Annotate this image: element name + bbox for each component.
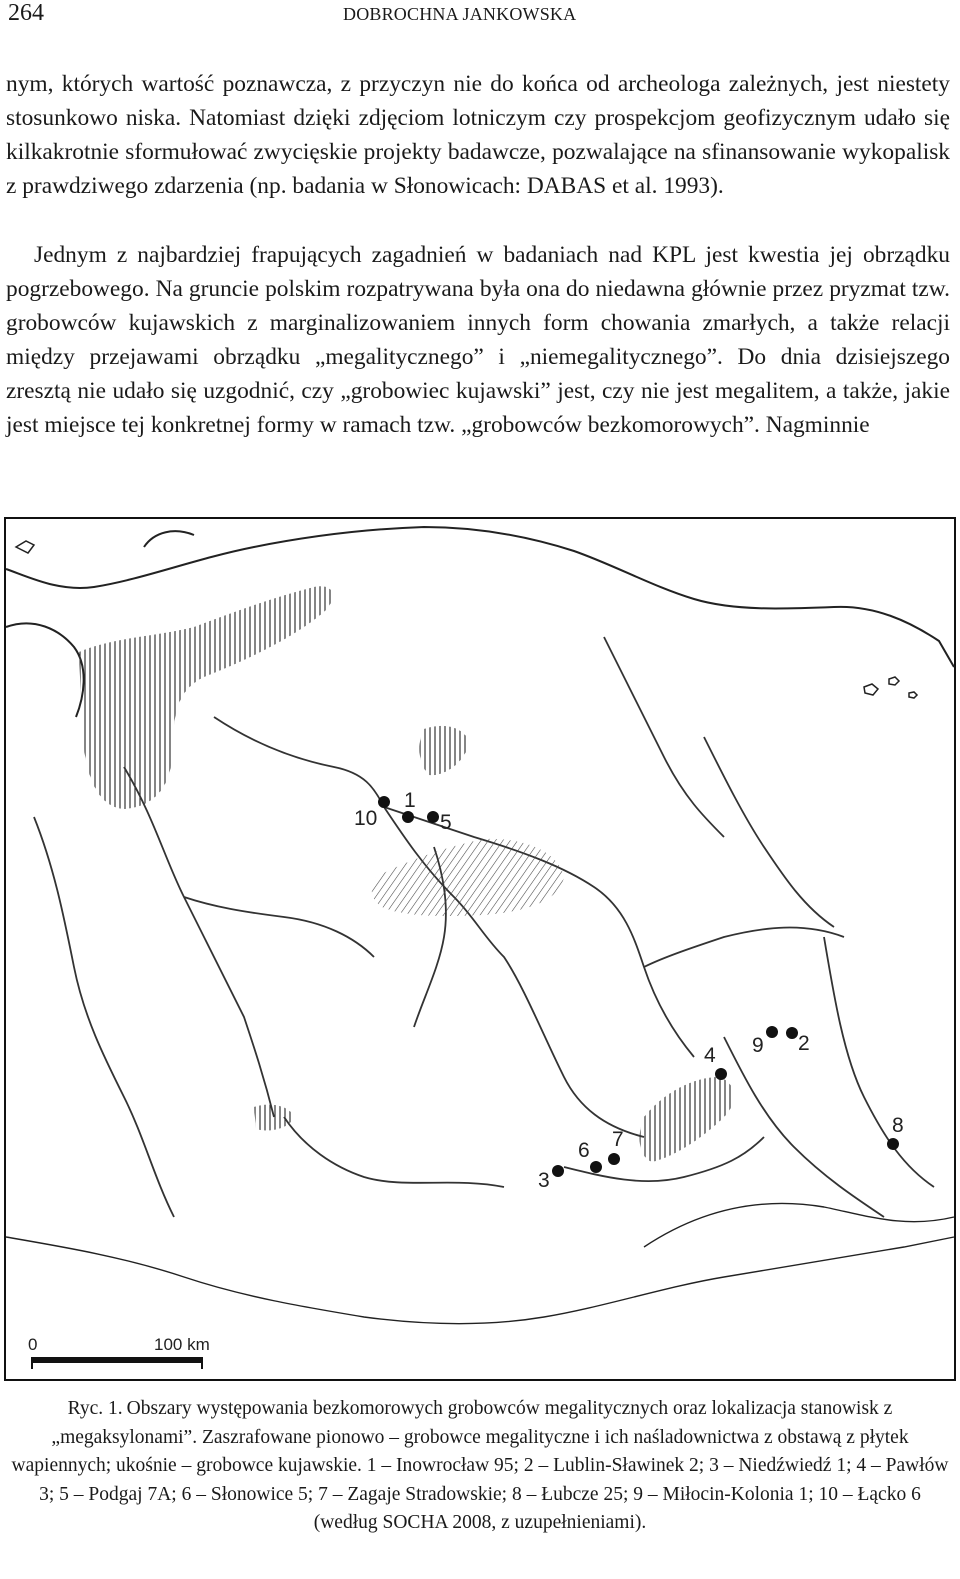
site-label-4: 4 — [704, 1044, 716, 1067]
site-label-7: 7 — [612, 1128, 624, 1151]
caption-text: Obszary występowania bezkomorowych grobowców megalitycznych oraz lokalizacja stanowisk z „megaksylonami”. Zaszrafowane pionowo – grobowce megalityczne i ich naśladownictwa z obstawą z płytek wapiennych; ukośnie – grobowce kujawskie. 1 – Inowrocław 95; 2 – Lublin-Sławinek 2; 3 – Niedźwiedź 1; 4 – Pawłów 3; 5 – Podgaj 7A; 6 – Słonowice 5; 7 – Zagaje Stradowskie; 8 – Łubcze 25; 9 – Miłocin-Kolonia 1; 10 – Łącko 6 (według SOCHA 2008, z uzupełnieniami). — [11, 1398, 949, 1533]
site-marker-4 — [715, 1068, 727, 1080]
site-marker-7 — [608, 1153, 620, 1165]
site-marker-2 — [786, 1027, 798, 1039]
site-label-8: 8 — [892, 1114, 904, 1137]
site-marker-5 — [427, 811, 439, 823]
body-paragraph: nym, których wartość poznawcza, z przyczyn nie do końca od archeologa zależnych, jest niestety stosunkowo niska. Natomiast dzięki zdjęciom lotniczym czy prospekcjom geofizycznym udało się kilkakrotnie sformułować zwycięskie projekty badawcze, pozwalające na sfinansowanie wykopalisk z prawdziwego zdarzenia (np. badania w Słonowicach: DABAS et al. 1993). — [6, 71, 950, 199]
site-label-5: 5 — [440, 811, 452, 834]
site-marker-1 — [378, 796, 390, 808]
site-marker-3 — [552, 1165, 564, 1177]
site-label-1: 1 — [404, 789, 416, 812]
map-svg — [4, 517, 956, 1381]
page-number: 264 — [8, 0, 44, 26]
site-marker-9 — [766, 1026, 778, 1038]
site-label-9: 9 — [752, 1034, 764, 1057]
site-marker-8 — [887, 1138, 899, 1150]
site-label-10: 10 — [354, 807, 378, 830]
figure-caption — [8, 1395, 952, 1538]
site-marker-6 — [590, 1161, 602, 1173]
site-label-3: 3 — [538, 1169, 550, 1192]
site-marker-10 — [402, 811, 414, 823]
site-label-6: 6 — [578, 1139, 590, 1162]
caption-label: Ryc. 1. — [67, 1398, 123, 1419]
site-label-2: 2 — [798, 1032, 810, 1055]
body-paragraph: Jednym z najbardziej frapujących zagadnień w badaniach nad KPL jest kwestia jej obrządku pogrzebowego. Na gruncie polskim rozpatrywana była ona do niedawna głównie przez pryzmat tzw. grobowców kujawskich z marginalizowaniem innych form chowania zmarłych, a także relacji między przejawami obrządku „megalitycznego” i „niemegalitycznego”. Do dnia dzisiejszego zresztą nie udało się uzgodnić, czy „grobowiec kujawski” jest, czy nie jest megalitem, a także, jakie jest miejsce tej konkretnej formy w ramach tzw. „grobowców bezkomorowych”. Nagminnie — [6, 242, 950, 438]
scale-start-label: 0 — [28, 1335, 38, 1354]
map-figure — [4, 517, 956, 1381]
running-head: DOBROCHNA JANKOWSKA — [343, 4, 577, 24]
scale-end-label: 100 km — [154, 1335, 210, 1354]
